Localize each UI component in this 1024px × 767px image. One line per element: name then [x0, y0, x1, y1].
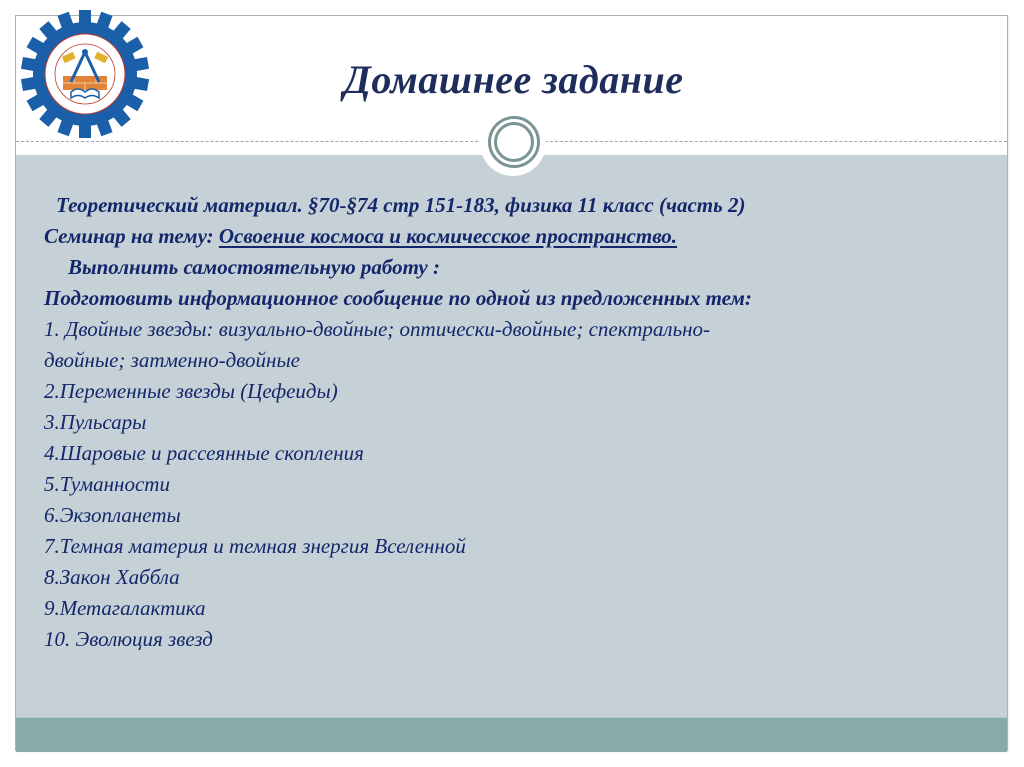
- homework-content: [44, 190, 984, 655]
- page-title: Домашнее задание: [343, 57, 684, 102]
- list-item: 6.Экзопланеты: [44, 503, 181, 527]
- double-ring-ornament-icon: [488, 116, 540, 168]
- list-item: 3.Пульсары: [44, 410, 147, 434]
- slide-frame: [15, 15, 1008, 751]
- list-item: 7.Темная материя и темная знергия Вселенной: [44, 534, 466, 558]
- list-item: 8.Закон Хаббла: [44, 565, 180, 589]
- prepare-line: Подготовить информационное сообщение по одной из предложенных тем:: [44, 286, 752, 310]
- list-item: 10. Эволюция звезд: [44, 627, 213, 651]
- task-line: Выполнить самостоятельную работу :: [68, 255, 440, 279]
- list-item: 9.Метагалактика: [44, 596, 206, 620]
- footer-strip: [16, 717, 1007, 752]
- theory-line: Теоретический материал. §70-§74 стр 151-183, физика 11 класс (часть 2): [56, 193, 746, 217]
- list-item: 4.Шаровые и рассеянные скопления: [44, 441, 364, 465]
- list-item: 5.Туманности: [44, 472, 170, 496]
- seminar-line: [44, 221, 984, 252]
- seminar-topic: Освоение космоса и космичесское пространство.: [218, 224, 678, 248]
- list-item: двойные; затменно-двойные: [44, 348, 300, 372]
- list-item: 1. Двойные звезды: визуально-двойные; оптически-двойные; спектрально-: [44, 317, 711, 341]
- list-item: 2.Переменные звезды (Цефеиды): [44, 379, 338, 403]
- seminar-label: Семинар на тему:: [44, 224, 219, 248]
